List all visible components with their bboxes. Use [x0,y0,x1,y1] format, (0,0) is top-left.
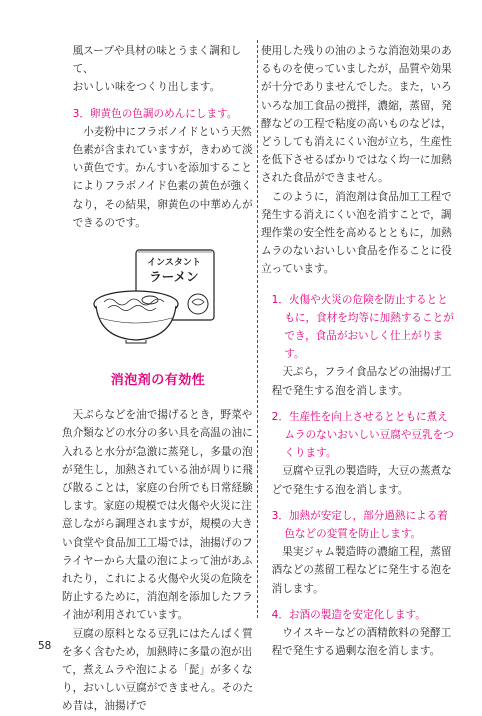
item-3-heading: 3．加熱が安定し，部分過熱による着色などの変質を防止します。 [271,509,448,541]
section-paragraph-2: 豆腐の原料となる豆乳にはたんぱく質を多く含むため，加熱時に多量の泡が出て，煮えムラや泡による「髭」が多くなり，おいしい豆腐ができません。そのため昔は，油揚げで [62,627,254,713]
ramen-bowl [94,291,178,343]
right-paragraph-2: このように，消泡剤は食品加工工程で発生する消えにくい泡を消すことで，調理作業の安全性を高めるとともに，加熱ムラのないおいしい食品を作ることに役立っています。 [261,190,452,276]
section-paragraph-1: 天ぷらなどを油で揚げるとき，野菜や魚介類などの水分の多い具を高温の油に入れると水分が急激に蒸発し，多量の泡が発生し，加熱されている油が周りに飛び散ることは，家庭の台所でも日常経験します。家庭の規模では火傷や火災に注意しながら調理されますが，規模の大きい食堂や食品加工工場では，油揚げのフライヤーから大量の泡によって油があふれたり，これによる火傷や火災の危険を防止するために，消泡剤を添加したフライ油が利用されています。 [62,409,253,622]
item-4-body: ウイスキーなどの酒精飲料の発酵工程で発生する過剰な泡を消します。 [271,627,452,658]
right-column [261,42,455,661]
intro-line-1: 風スープや具材の味とうまく調和して、 [72,45,242,76]
intro-line-2: おいしい味をつくり出します。 [72,81,221,94]
left-column [62,42,254,716]
column-divider [257,40,258,618]
item-2-body: 豆腐や豆乳の製造時，大豆の蒸煮などで発生する泡を消します。 [271,465,452,496]
package-label-2: ラーメン [149,269,199,285]
instant-ramen-illustration [92,248,218,344]
item-3-body: 果実ジャム製造時の濃縮工程，蒸留酒などの蒸留工程などに発生する泡を消します。 [271,546,452,595]
section-title: 消泡剤の有効性 [110,373,206,389]
heading-3: 3．卵黄色の色調のめんにします。 [72,107,238,120]
item-1-body: 天ぷら，フライ食品などの油揚げ工程で発生する泡を消します。 [271,366,452,397]
item-1-heading: 1．火傷や火災の危険を防止するとともに，食材を均等に加熱することができ，食品がおいしく仕上がります。 [271,293,454,361]
item-2-heading: 2．生産性を向上させるとともに煮えムラのないおいしい豆腐や豆乳をつくります。 [271,410,454,460]
item-4-heading: 4．お酒の製造を安定化します。 [271,608,426,621]
heading-3-body: 小麦粉中にフラボノイドという天然色素が含まれていますが，きわめて淡い黄色です。かんすいを添加することによりフラボノイド色素の黄色が強くなり，その結果，卵黄色の中華めんができるのです。 [72,125,253,229]
page-number: 58 [38,640,52,652]
package-label-1: インスタント [147,258,201,269]
right-paragraph-1: 使用した残りの油のような消泡効果のあるものを使っていましたが，品質や効果が十分でありませんでした。また，いろいろな加工食品の撹拌，濃縮，蒸留，発酵などの工程で粘度の高いものなどは，どうしても消えにくい泡が立ち，生産性を低下させるばかりではなく均一に加熱された食品ができません。 [261,45,452,185]
